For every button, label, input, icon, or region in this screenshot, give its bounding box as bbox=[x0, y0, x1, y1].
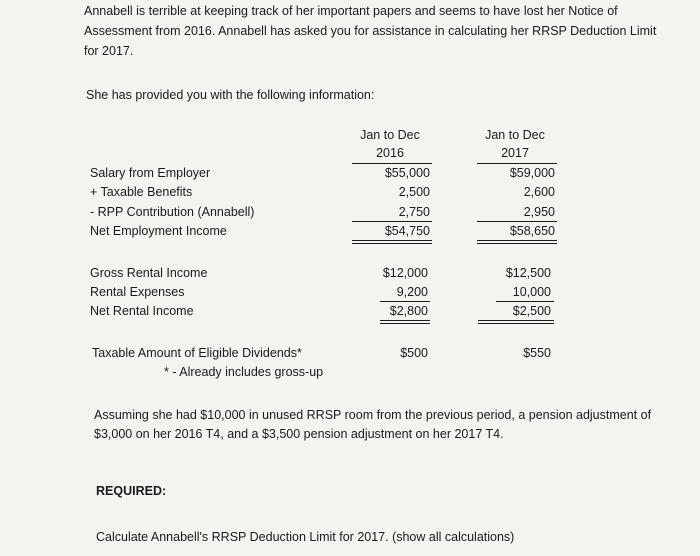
net-employment-label: Net Employment Income bbox=[90, 224, 227, 238]
gross-rental-2016: $12,000 bbox=[382, 266, 428, 280]
rental-2016-total-rule bbox=[380, 320, 430, 324]
rental-expenses-2016: 9,200 bbox=[396, 285, 428, 299]
salary-label: Salary from Employer bbox=[90, 166, 211, 180]
net-rental-label: Net Rental Income bbox=[90, 304, 194, 318]
gross-rental-label: Gross Rental Income bbox=[90, 266, 208, 280]
col-2017-period: Jan to Dec bbox=[485, 128, 545, 142]
col-2016-period: Jan to Dec bbox=[360, 128, 420, 142]
benefits-2016: 2,500 bbox=[398, 185, 430, 199]
col-2016-year: 2016 bbox=[376, 146, 404, 160]
assumption-line-2: $3,000 on her 2016 T4, and a $3,500 pension adjustment on her 2017 T4. bbox=[94, 427, 504, 441]
dividends-label: Taxable Amount of Eligible Dividends* bbox=[92, 346, 302, 360]
salary-2016: $55,000 bbox=[384, 166, 430, 180]
net-employment-2016: $54,750 bbox=[384, 224, 430, 238]
gross-rental-2017: $12,500 bbox=[505, 266, 551, 280]
rental-expenses-2017: 10,000 bbox=[512, 285, 551, 299]
col-2017-year: 2017 bbox=[501, 146, 529, 160]
rental-expenses-label: Rental Expenses bbox=[90, 285, 185, 299]
benefits-label: + Taxable Benefits bbox=[90, 185, 193, 199]
assumption-line-1: Assuming she had $10,000 in unused RRSP room from the previous period, a pension adjustment of bbox=[94, 408, 652, 422]
intro-line-2: Assessment from 2016. Annabell has asked you for assistance in calculating her RRSP Deduction Limit bbox=[84, 24, 657, 38]
rpp-2016: 2,750 bbox=[398, 205, 430, 219]
net-employment-2017: $58,650 bbox=[509, 224, 555, 238]
employment-2017-total-rule bbox=[477, 240, 557, 244]
intro-line-1: Annabell is terrible at keeping track of her important papers and seems to have lost her Notice of bbox=[84, 4, 618, 18]
dividends-footnote: * - Already includes gross-up bbox=[164, 365, 324, 379]
benefits-2017: 2,600 bbox=[523, 185, 555, 199]
dividends-2016: $500 bbox=[400, 346, 428, 360]
task-instruction: Calculate Annabell's RRSP Deduction Limit for 2017. (show all calculations) bbox=[96, 530, 515, 544]
rpp-2017: 2,950 bbox=[523, 205, 555, 219]
employment-2016-total-rule bbox=[352, 240, 432, 244]
salary-2017: $59,000 bbox=[509, 166, 555, 180]
rental-2017-total-rule bbox=[478, 320, 554, 324]
intro-line-3: for 2017. bbox=[84, 44, 134, 58]
rpp-label: - RPP Contribution (Annabell) bbox=[90, 205, 255, 219]
net-rental-2017: $2,500 bbox=[512, 304, 551, 318]
info-heading: She has provided you with the following information: bbox=[86, 88, 375, 102]
net-rental-2016: $2,800 bbox=[389, 304, 428, 318]
dividends-2017: $550 bbox=[523, 346, 551, 360]
required-label: REQUIRED: bbox=[96, 484, 167, 498]
